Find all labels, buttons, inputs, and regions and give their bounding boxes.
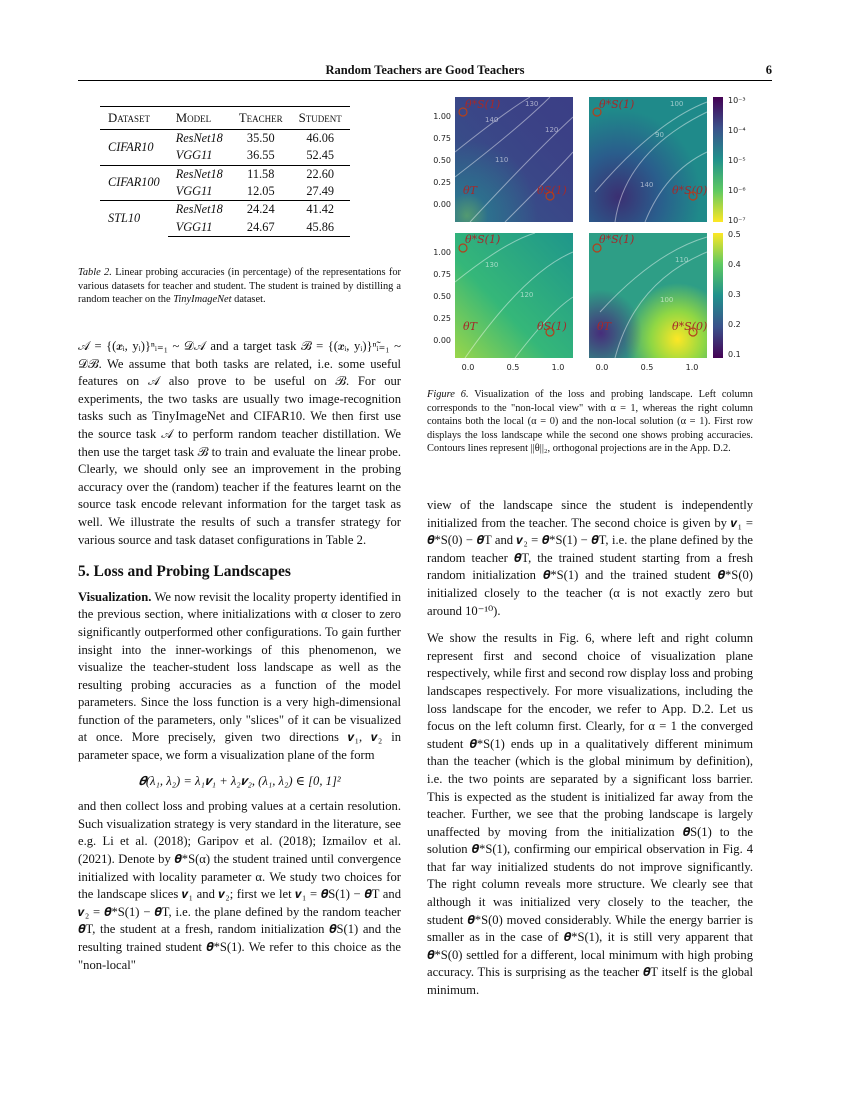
figure-caption-label: Figure 6. [427,389,469,400]
paragraph-text: We now revisit the locality property identified in the previous section, where initializations with α closer to zero significantly outperformed other configurations. To gain further insight into the inner-workings of this phenomenon, we visualize the teacher-student loss landscape as well as the resulting probing accuracies as a function of the model parameters. Since the loss function is a very high-dimensional function of the parameters, only "slices" of it can be visualized at once. More precisely, given two directions 𝒗₁, 𝒗₂ in parameter space, we form a visualization plane of the form [78,589,402,763]
col-header: Dataset [100,107,168,130]
teacher-cell: 11.58 [231,165,291,183]
y-tick-label: 0.25 [433,178,451,187]
contour-label: 140 [640,181,654,189]
contour-label: 110 [675,256,689,264]
teacher-cell: 35.50 [246,131,275,146]
col-header: Student [291,107,350,130]
y-tick-label: 0.75 [433,270,451,279]
teacher-cell: 24.24 [231,201,291,219]
model-cell: VGG11 [175,184,213,199]
loss-panel-left-overlay [455,97,573,222]
student-cell: 27.49 [306,184,335,199]
contour-label: 140 [485,116,499,124]
acc-panel-right-overlay [589,233,707,358]
table-caption-label: Table 2. [78,267,112,278]
paragraph-head: Visualization. [78,589,152,604]
label-theta-t: θT [597,320,611,333]
label-theta-s-star-1: θ*S(1) [599,233,635,246]
x-tick-label: 0.5 [506,363,520,372]
y-tick-label: 0.50 [433,156,451,165]
label-theta-s-star-0: θ*S(0) [672,184,708,197]
table-row [100,201,350,219]
label-theta-s-star-0: θ*S(0) [672,320,708,333]
figure-6 [425,92,775,372]
loss-colorbar-tick: 10⁻³ [728,96,746,105]
teacher-cell: 12.05 [246,184,275,199]
contour-label: 130 [525,100,539,108]
acc-panel-left [455,233,573,358]
acc-colorbar-tick: 0.2 [728,320,741,329]
table-row [100,165,350,183]
y-tick-label: 1.00 [433,248,451,257]
y-tick-label: 0.50 [433,292,451,301]
equation: 𝜽(λ₁, λ₂) = λ₁𝒗₁ + λ₂𝒗₂, (λ₁, λ₂) ∈ [0, 1]² [138,773,341,788]
student-cell: 46.06 [306,131,335,146]
acc-colorbar-tick: 0.5 [728,230,741,239]
right-paragraph-1: view of the landscape since the student is independently initialized from the teacher. The second choice is given by 𝒗₁ = 𝜽*S(0) − 𝜽T and 𝒗₂ = 𝜽*S(1) − 𝜽T, i.e. the plane defined by the random teacher 𝜽T, the trained student starting from a fresh random initialization 𝜽*S(1) and the trained student 𝜽*S(0) initialized closely to the teacher (α is not exactly zero but around 10⁻¹⁰). [427,498,753,618]
y-tick-label: 1.00 [433,112,451,121]
right-paragraph-2: We show the results in Fig. 6, where left and right column represent first and second choice of visualization plane respectively, while first and second row display loss and probing landscapes respectively. For more visualizations, including the loss landscape for the encoder, we refer to App. D.2. Let us focus on the left column first. Clearly, for α = 1 the converged student 𝜽*S(1) ends up in a qualitatively different minimum than the teacher (which is the global minimum by definition), i.e. the two points are separated by a significant loss barrier. This is expected as the student is initialized far away from the teacher. Further, we see that the probing landscape is largely unaffected by moving from the initialization 𝜽S(1) to the solution 𝜽*S(1), confirming our empirical observation in Fig. 4 that far way initialized students do not improve significantly. The right column reveals more structure. We clearly see that although it was initialized very closely to the teacher, the student 𝜽*S(0) moved considerably. While the energy barrier is smaller as in the case of 𝜽*S(1), it is still very apparent that 𝜽*S(0) settled for a different, local minimum with high probing accuracy. This is surprising as the teacher 𝜽T itself is the global minimum. [427,631,753,998]
intro-paragraph: 𝒜 = {(𝒙ᵢ, yᵢ)}ⁿᵢ₌₁ ~ 𝒟𝒜 and a target task ℬ = {(𝒙ᵢ, yᵢ)}ⁿ̃ᵢ₌₁ ~ 𝒟ℬ. We assume that both tasks are related, i.e. some useful features on 𝒜 also prove to be useful on ℬ. For our experiments, the two tasks are usually two image-recognition tasks such as TinyImageNet and CIFAR10. We then first use the source task 𝒜 to perform random teacher distillation. We then use the target task ℬ to train and evaluate the linear probe. Clearly, we should only see an improvement in the probing accuracy over the (random) teacher if the features learnt on the source task encode relevant information for the target task as well. We illustrate the results of such a transfer strategy for various source and task dataset configurations in Table 2. [78,339,401,547]
section-title: 5. Loss and Probing Landscapes [78,563,291,581]
x-tick-label: 1.0 [551,363,565,372]
figure-caption [427,388,753,456]
model-cell: VGG11 [175,148,213,163]
x-tick-label: 1.0 [685,363,699,372]
table-caption-end: dataset. [234,294,266,306]
x-tick-label: 0.0 [461,363,475,372]
loss-colorbar-tick: 10⁻⁷ [728,216,746,225]
left-column [78,338,401,974]
contour-label: 120 [520,291,534,299]
y-tick-label: 0.25 [433,314,451,323]
dataset-cell: CIFAR100 [100,165,168,201]
model-cell: ResNet18 [175,131,223,146]
loss-colorbar-tick: 10⁻⁶ [728,186,746,195]
table-row [100,130,350,148]
y-tick-label: 0.00 [433,336,451,345]
label-theta-t: θT [463,184,477,197]
contour-label: 100 [670,100,684,108]
table-caption-italic: TinyImageNet [173,294,232,306]
label-theta-t: θT [463,320,477,333]
label-theta-s-1: θS(1) [537,184,567,197]
label-theta-s-star-1: θ*S(1) [465,233,501,246]
col-header: Model [168,107,231,130]
model-cell: VGG11 [168,218,231,236]
y-tick-label: 0.75 [433,134,451,143]
student-cell: 52.45 [306,148,335,163]
x-tick-label: 0.5 [640,363,654,372]
acc-colorbar-tick: 0.1 [728,350,741,359]
col-header: Teacher [231,107,291,130]
contour-label: 100 [660,296,674,304]
loss-panel-right [589,97,707,222]
label-theta-s-star-1: θ*S(1) [465,98,501,111]
acc-colorbar [713,233,723,358]
running-title: Random Teachers are Good Teachers [325,63,525,77]
table-caption [78,266,401,307]
results-table [100,106,350,237]
label-theta-s-star-1: θ*S(1) [599,98,635,111]
student-cell: 41.42 [291,201,350,219]
right-column [427,497,753,1000]
y-tick-label: 0.00 [433,200,451,209]
loss-colorbar-tick: 10⁻⁵ [728,156,746,165]
x-tick-label: 0.0 [595,363,609,372]
student-cell: 45.86 [291,218,350,236]
model-cell: ResNet18 [168,165,231,183]
teacher-cell: 24.67 [231,218,291,236]
table-caption-text: Linear probing accuracies (in percentage) of the representations for various datasets for teacher and student. The student is trained by distilling a random teacher on the [78,267,401,306]
dataset-cell: CIFAR10 [108,139,154,154]
label-theta-s-1: θS(1) [537,320,567,333]
loss-colorbar [713,97,723,222]
teacher-cell: 36.55 [246,148,275,163]
dataset-cell: STL10 [100,201,168,237]
table-header-row [100,107,350,130]
acc-colorbar-tick: 0.3 [728,290,741,299]
visualization-paragraph [78,589,401,765]
running-header [78,62,772,81]
page-number: 6 [765,63,772,77]
contour-label: 110 [495,156,509,164]
contour-label: 90 [655,131,664,139]
model-cell: ResNet18 [168,201,231,219]
contour-label: 120 [545,126,559,134]
figure-caption-text: Visualization of the loss and probing landscape. Left column corresponds to the "non-local view" with α = 1, whereas the right column contains both the local (α = 0) and the non-local solution (α = 1). First row displays the loss landscape while the second one shows probing accuracies. Contours lines represent ||θ||₂, orthogonal projections are in the App. D.2. [427,389,753,455]
contour-label: 130 [485,261,499,269]
loss-colorbar-tick: 10⁻⁴ [728,126,746,135]
student-cell: 22.60 [291,165,350,183]
acc-colorbar-tick: 0.4 [728,260,741,269]
after-equation-paragraph: and then collect loss and probing values at a certain resolution. Such visualization strategy is very standard in the literature, see e.g. Li et al. (2018); Garipov et al. (2018); Izmailov et al. (2021). Denote by 𝜽*S(α) the student trained until convergence initialized with locality parameter α. We study two choices for the landscape slices 𝒗₁ and 𝒗₂; first we let 𝒗₁ = 𝜽S(1) − 𝜽T and 𝒗₂ = 𝜽*S(1) − 𝜽T, i.e. the plane defined by the random teacher 𝜽T, the student at a fresh, random initialization 𝜽S(1) and the resulting trained student 𝜽*S(1). We refer to this choice as the "non-local" [78,799,401,972]
